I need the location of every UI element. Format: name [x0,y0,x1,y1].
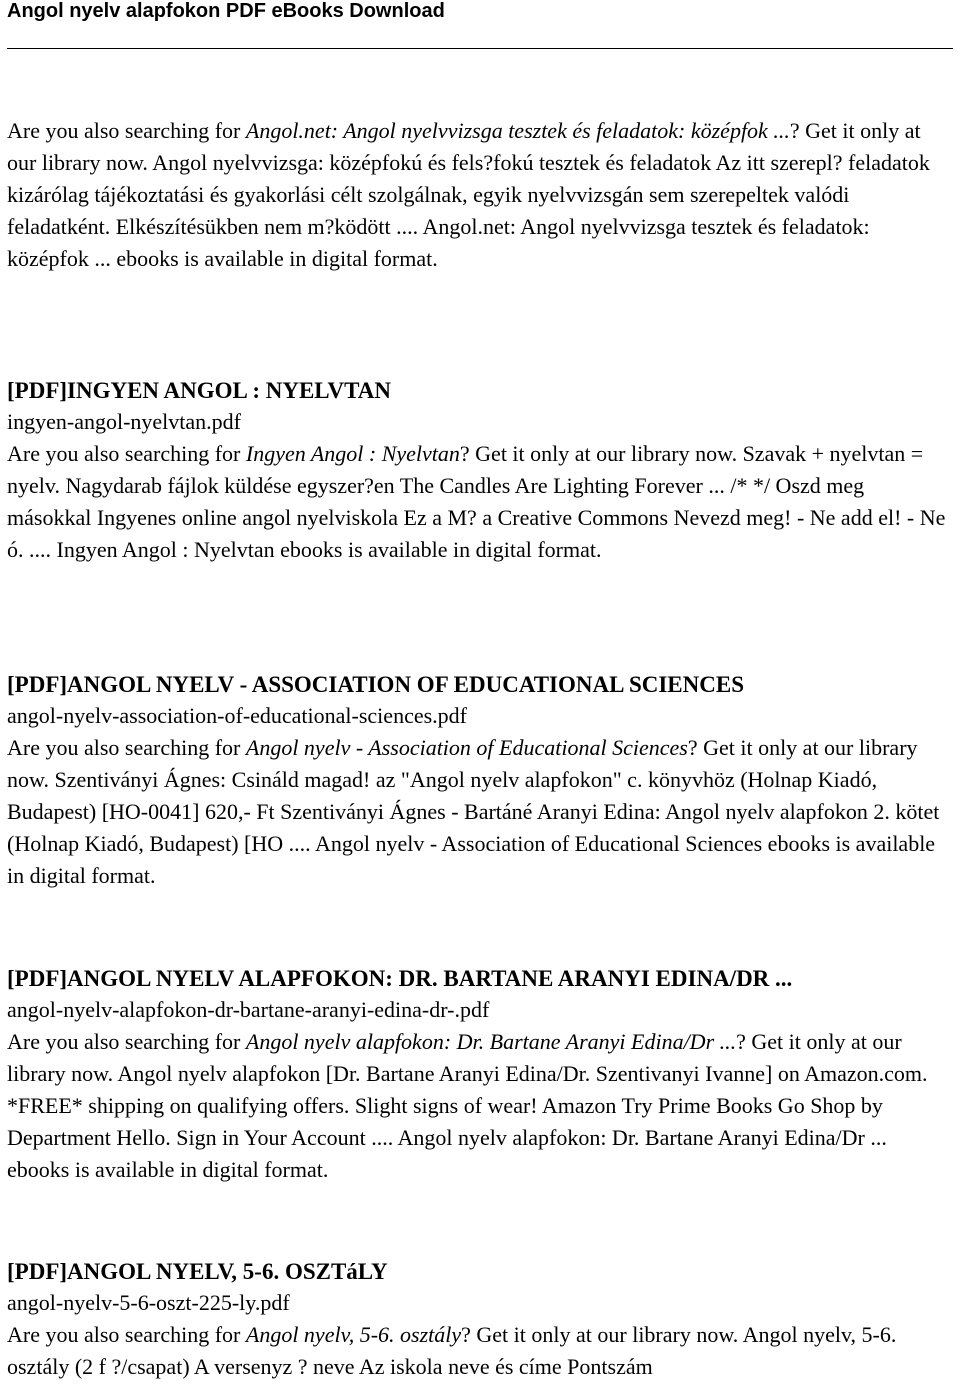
result-title[interactable]: [PDF]ANGOL NYELV, 5-6. OSZTáLY [7,1259,388,1284]
page-header [7,0,953,49]
result-query: Ingyen Angol : Nyelvtan [245,441,460,466]
result-filename: angol-nyelv-association-of-educational-sciences.pdf [7,703,467,728]
result-rest: ? Get it only at our library now. Angol nyelv, 5-6. osztály (2 f ?/csapat) A versenyz ? neve Az iskola neve és címe Pontszám [7,1322,897,1379]
result-description [7,732,953,892]
intro-lead: Are you also searching for [7,118,246,143]
result-lead: Are you also searching for [7,735,246,760]
result-title[interactable]: [PDF]ANGOL NYELV - ASSOCIATION OF EDUCATIONAL SCIENCES [7,672,744,697]
intro-text [7,115,953,275]
page-title: Angol nyelv alapfokon PDF eBooks Download [7,0,445,22]
intro-paragraph [7,115,953,275]
result-rest: ? Get it only at our library now. Angol nyelv alapfokon [Dr. Bartane Aranyi Edina/Dr. Szentivanyi Ivanne] on Amazon.com. *FREE* shipping on qualifying offers. Slight signs of wear! Amazon Try Prime Books Go Shop by Department Hello. Sign in Your Account .... Angol nyelv alapfokon: Dr. Bartane Aranyi Edina/Dr ... ebooks is available in digital format. [7,1029,928,1182]
result-description [7,1026,953,1186]
result-filename: angol-nyelv-5-6-oszt-225-ly.pdf [7,1290,290,1315]
result-rest: ? Get it only at our library now. Szentiványi Ágnes: Csináld magad! az "Angol nyelv alapfokon" c. könyvhöz (Holnap Kiadó, Budapest) [HO-0041] 620,- Ft Szentiványi Ágnes - Bartáné Aranyi Edina: Angol nyelv alapfokon 2. kötet (Holnap Kiadó, Budapest) [HO .... Angol nyelv - Association of Educational Sciences ebooks is available in digital format. [7,735,940,888]
result-entry [7,376,953,566]
intro-query: Angol.net: Angol nyelvvizsga tesztek és feladatok: középfok ... [245,118,790,143]
result-query: Angol nyelv alapfokon: Dr. Bartane Aranyi Edina/Dr ... [245,1029,737,1054]
result-description [7,1319,953,1383]
intro-rest: ? Get it only at our library now. Angol nyelvvizsga: középfokú és fels?fokú tesztek és feladatok Az itt szerepl? feladatok kizárólag tájékoztatási és gyakorlási célt szolgálnak, egyik nyelvvizsgán sem szerepeltek valódi feladatként. Elkészítésükben nem m?ködött .... Angol.net: Angol nyelvvizsga tesztek és feladatok: középfok ... ebooks is available in digital format. [7,118,930,271]
result-rest: ? Get it only at our library now. Szavak + nyelvtan = nyelv. Nagydarab fájlok küldése egyszer?en The Candles Are Lighting Forever ... /* */ Oszd meg másokkal Ingyenes online angol nyelviskola Ez a M? a Creative Commons Nevezd meg! - Ne add el! - Ne ó. .... Ingyen Angol : Nyelvtan ebooks is available in digital format. [7,441,946,562]
result-entry [7,670,953,892]
result-title[interactable]: [PDF]INGYEN ANGOL : NYELVTAN [7,378,392,403]
result-entry [7,1257,953,1383]
result-lead: Are you also searching for [7,1322,246,1347]
result-lead: Are you also searching for [7,1029,246,1054]
result-description [7,438,953,566]
result-query: Angol nyelv - Association of Educational Sciences [245,735,688,760]
result-filename: ingyen-angol-nyelvtan.pdf [7,409,241,434]
result-filename: angol-nyelv-alapfokon-dr-bartane-aranyi-edina-dr-.pdf [7,997,490,1022]
result-entry [7,964,953,1186]
result-lead: Are you also searching for [7,441,246,466]
result-title[interactable]: [PDF]ANGOL NYELV ALAPFOKON: DR. BARTANE ARANYI EDINA/DR ... [7,966,793,991]
result-query: Angol nyelv, 5-6. osztály [245,1322,462,1347]
